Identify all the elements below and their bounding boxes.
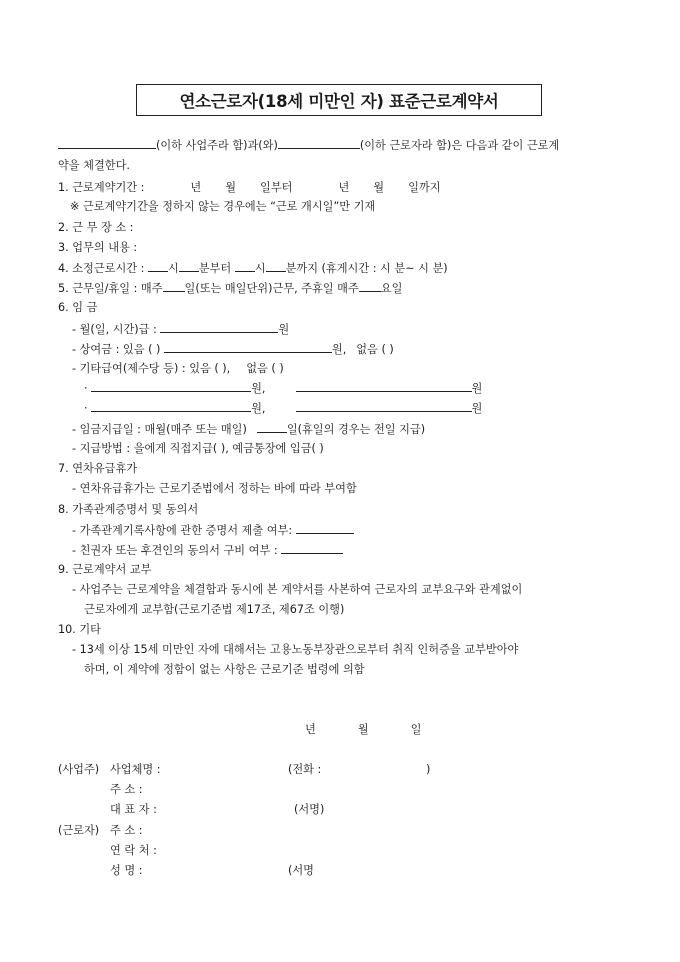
other-pay-blank-3[interactable] <box>91 400 251 412</box>
contract-date <box>305 722 421 737</box>
consent-text: - 친권자 또는 후견인의 동의서 구비 여부 : <box>72 544 278 557</box>
other-pay-blank-4[interactable] <box>296 400 472 412</box>
item-contract-period <box>58 180 441 195</box>
pay-day-label: - 임금지급일 : 매월(매주 또는 매일) <box>72 423 247 436</box>
intro-line-1 <box>58 137 559 153</box>
workdays-text: 일(또는 매일단위)근무, 주휴일 매주 <box>184 282 359 295</box>
pay-method-line: - 지급방법 : 을에게 직접지급( ), 예금통장에 입금( ) <box>72 442 324 455</box>
other-pay-row-2 <box>84 400 482 416</box>
item-workplace: 2. 근 무 장 소 : <box>58 221 134 234</box>
contact-label: 연 락 처 : <box>110 844 157 857</box>
business-name-label: 사업체명 : <box>110 763 161 776</box>
won-unit: 원 <box>278 323 290 336</box>
end-day: 일까지 <box>408 181 441 194</box>
start-day: 일부터 <box>260 181 293 194</box>
item-etc: 10. 기타 <box>58 623 101 636</box>
date-month: 월 <box>357 723 369 736</box>
item-working-hours <box>58 260 448 276</box>
intro-worker-suffix: (이하 근로자라 함)은 다음과 같이 근로계 <box>359 139 560 152</box>
start-month: 월 <box>225 181 237 194</box>
employer-address-label: 주 소 : <box>110 783 143 796</box>
date-day: 일 <box>410 723 422 736</box>
representative-label: 대 표 자 : <box>110 803 157 816</box>
delivery-text-2: 근로자에게 교부함(근로기준법 제17조, 제67조 이행) <box>84 603 345 616</box>
employer-sign: (서명) <box>294 803 325 816</box>
bonus-line <box>72 341 394 357</box>
end-year: 년 <box>338 181 350 194</box>
start-year: 년 <box>190 181 202 194</box>
worker-address-label: 주 소 : <box>110 824 143 837</box>
pay-day-blank[interactable] <box>257 421 287 433</box>
working-hours-label: 4. 소정근로시간 : <box>58 262 145 275</box>
hour-unit: 시 <box>167 262 179 275</box>
bonus-none: 없음 ( ) <box>356 343 394 356</box>
item-annual-leave: 7. 연차유급휴가 <box>58 462 138 475</box>
family-cert-blank[interactable] <box>296 522 354 534</box>
end-hour-blank[interactable] <box>235 260 255 272</box>
item-contract-delivery: 9. 근로계약서 교부 <box>58 563 152 576</box>
won-comma-2: 원, <box>251 402 266 415</box>
won-1: 원 <box>471 382 483 395</box>
family-cert-text: - 가족관계기록사항에 관한 증명서 제출 여부: <box>72 524 293 537</box>
workdays-blank[interactable] <box>163 280 185 292</box>
start-hour-blank[interactable] <box>148 260 168 272</box>
item-family-certificate: 8. 가족관계증명서 및 동의서 <box>58 503 199 516</box>
employer-tag: (사업주) <box>58 763 100 776</box>
break-time-text: 분까지 (휴게시간 : 시 분~ 시 분) <box>285 262 448 275</box>
bonus-blank[interactable] <box>164 341 332 353</box>
contract-period-note: ※ 근로계약기간을 정하지 않는 경우에는 “근로 개시일”만 기재 <box>70 200 376 213</box>
hour-unit-2: 시 <box>254 262 266 275</box>
consent-blank[interactable] <box>281 542 343 554</box>
weekly-holiday-blank[interactable] <box>359 280 381 292</box>
other-pay-blank-1[interactable] <box>91 380 251 392</box>
consent-line <box>72 542 343 558</box>
won-comma-1: 원, <box>251 382 266 395</box>
start-minute-blank[interactable] <box>179 260 199 272</box>
intro-employer-suffix: (이하 사업주라 함)과(와) <box>156 139 278 152</box>
contract-period-label: 1. 근로계약기간 : <box>58 181 145 194</box>
employer-blank[interactable] <box>58 137 156 149</box>
wage-line <box>72 321 289 337</box>
end-minute-blank[interactable] <box>266 260 286 272</box>
phone-close: ) <box>426 763 431 776</box>
bullet-dot: · <box>84 382 88 395</box>
item-job-description: 3. 업무의 내용 : <box>58 241 138 254</box>
worker-blank[interactable] <box>278 137 360 149</box>
item-workdays <box>58 280 402 296</box>
worker-name-label: 성 명 : <box>110 864 143 877</box>
from-text: 분부터 <box>198 262 232 275</box>
document-title: 연소근로자(18세 미만인 자) 표준근로계약서 <box>136 84 542 116</box>
workdays-label: 5. 근무일/휴일 : 매주 <box>58 282 163 295</box>
family-cert-line <box>72 522 354 538</box>
won-2: 원 <box>471 402 483 415</box>
wage-label: - 월(일, 시간)급 : <box>72 323 157 336</box>
phone-label: (전화 : <box>288 763 322 776</box>
etc-text-2: 하며, 이 계약에 정함이 없는 사항은 근로기준 법령에 의함 <box>84 663 365 676</box>
other-pay-label: - 기타급여(제수당 등) : 있음 ( ), <box>72 362 231 375</box>
intro-line-2: 약을 체결한다. <box>58 159 130 172</box>
other-pay-line <box>72 361 284 376</box>
bonus-won: 원, <box>331 343 347 356</box>
pay-day-line <box>72 421 425 437</box>
other-pay-none: 없음 ( ) <box>246 362 284 375</box>
worker-sign: (서명 <box>288 864 314 877</box>
pay-day-suffix: 일(휴일의 경우는 전일 지급) <box>286 423 426 436</box>
item-wage: 6. 임 금 <box>58 301 98 314</box>
bonus-label: - 상여금 : 있음 ( ) <box>72 343 161 356</box>
other-pay-row-1 <box>84 380 482 396</box>
bullet-dot-2: · <box>84 402 88 415</box>
weekday-text: 요일 <box>380 282 403 295</box>
etc-text-1: - 13세 이상 15세 미만인 자에 대해서는 고용노동부장관으로부터 취직 인허증을 교부받아야 <box>72 643 519 656</box>
other-pay-blank-2[interactable] <box>296 380 472 392</box>
worker-tag: (근로자) <box>58 824 100 837</box>
end-month: 월 <box>373 181 385 194</box>
wage-blank[interactable] <box>160 321 278 333</box>
delivery-text-1: - 사업주는 근로계약을 체결함과 동시에 본 계약서를 사본하여 근로자의 교부요구와 관계없이 <box>72 583 523 596</box>
date-year: 년 <box>305 723 316 736</box>
annual-leave-text: - 연차유급휴가는 근로기준법에서 정하는 바에 따라 부여함 <box>72 482 357 495</box>
